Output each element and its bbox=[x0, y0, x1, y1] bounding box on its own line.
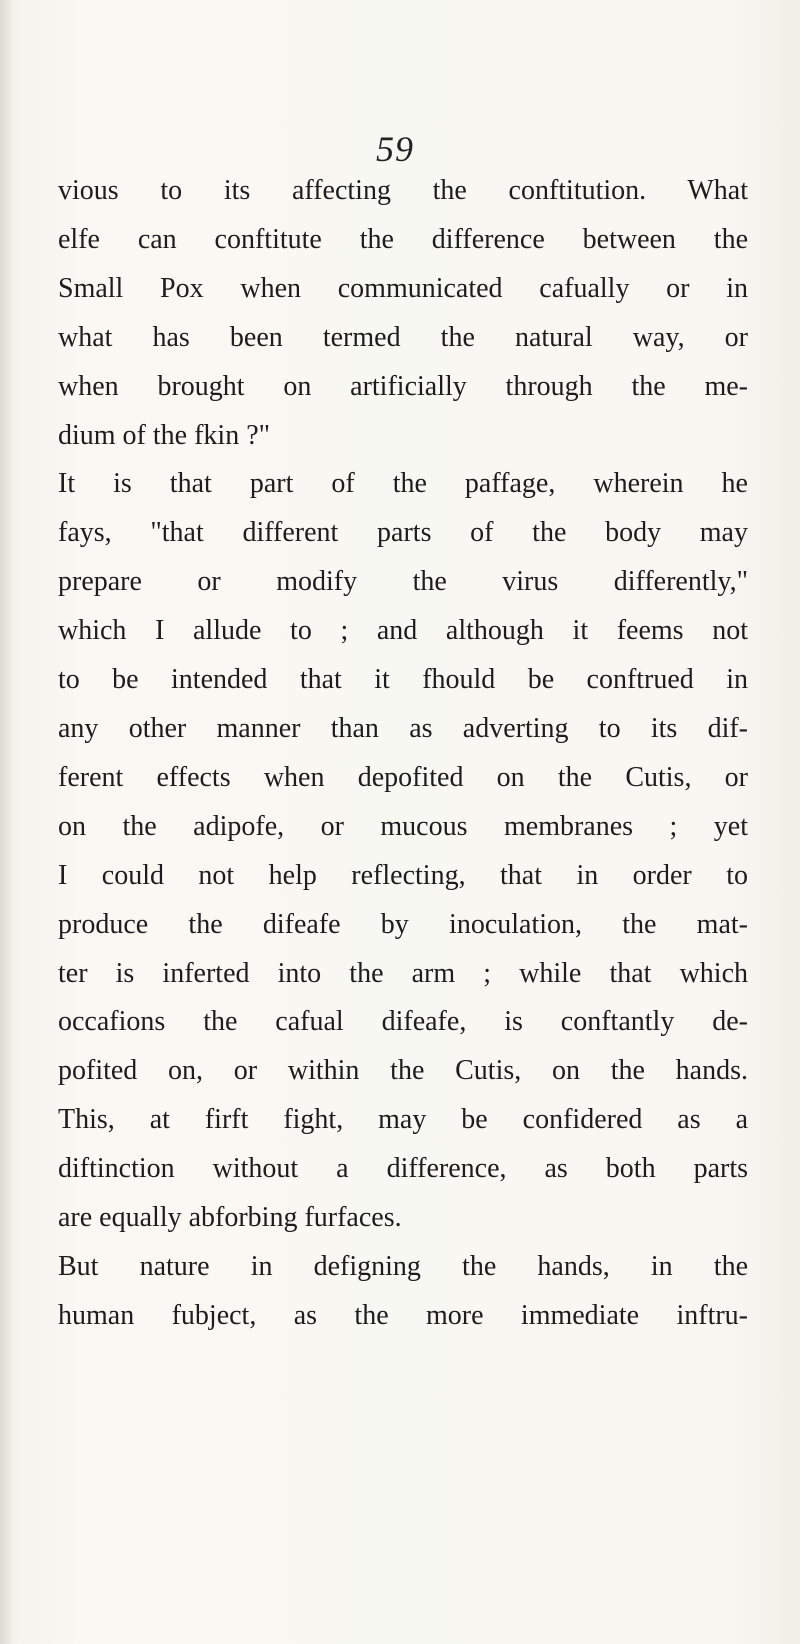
text-line: on the adipofe, or mucous membranes ; yet bbox=[58, 810, 748, 842]
text-line: which I allude to ; and although it feems not bbox=[58, 615, 748, 647]
text-line: ferent effects when depofited on the Cutis, or bbox=[58, 761, 748, 793]
text-line: fays, "that different parts of the body may bbox=[58, 517, 748, 549]
text-line: human fubject, as the more immediate inftru- bbox=[58, 1299, 748, 1331]
body-text bbox=[58, 167, 748, 1341]
text-line: vious to its affecting the conftitution. What bbox=[58, 175, 748, 206]
page-number: 59 bbox=[376, 129, 414, 169]
text-line: elfe can conftitute the difference between the bbox=[58, 223, 748, 255]
text-line: pofited on, or within the Cutis, on the hands. bbox=[58, 1055, 748, 1087]
gutter-shadow bbox=[0, 0, 14, 1644]
text-line: any other manner than as adverting to its dif- bbox=[58, 712, 748, 744]
text-line: I could not help reflecting, that in order to bbox=[58, 859, 748, 891]
text-line: occafions the cafual difeafe, is conftantly de- bbox=[58, 1006, 748, 1038]
text-line: prepare or modify the virus differently," bbox=[58, 566, 748, 598]
text-line: what has been termed the natural way, or bbox=[58, 321, 748, 353]
text-line: when brought on artificially through the me- bbox=[58, 370, 748, 402]
text-line: It is that part of the paffage, wherein he bbox=[58, 468, 748, 500]
text-line: This, at firft fight, may be confidered as a bbox=[58, 1104, 748, 1136]
text-line: Small Pox when communicated cafually or in bbox=[58, 272, 748, 304]
text-line: But nature in defigning the hands, in the bbox=[58, 1250, 748, 1282]
text-line: are equally abforbing furfaces. bbox=[58, 1202, 402, 1234]
text-line: produce the difeafe by inoculation, the mat- bbox=[58, 908, 748, 940]
text-line: to be intended that it fhould be conftrued in bbox=[58, 664, 748, 696]
text-line: dium of the fkin ?" bbox=[58, 419, 271, 451]
text-line: ter is inferted into the arm ; while that which bbox=[58, 957, 748, 989]
text-line: diftinction without a difference, as both parts bbox=[58, 1153, 748, 1185]
